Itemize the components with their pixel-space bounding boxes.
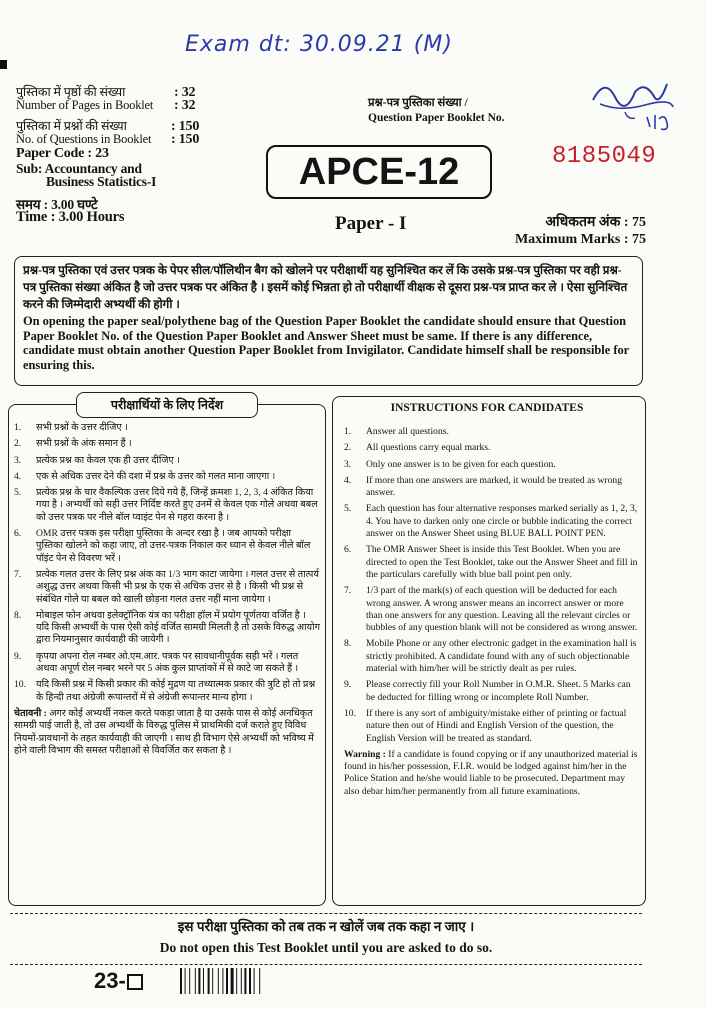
english-item xyxy=(344,475,642,500)
english-item-number: 5. xyxy=(344,503,352,515)
hindi-item xyxy=(14,438,320,450)
questions-label-hi: पुस्तिका में प्रश्नों की संख्या xyxy=(16,119,127,133)
time-en: Time : 3.00 Hours xyxy=(16,209,125,225)
hindi-instructions-list-wrap xyxy=(14,422,320,757)
english-item-number: 10. xyxy=(344,707,356,719)
hindi-item xyxy=(14,528,320,565)
english-item xyxy=(344,503,642,540)
hindi-warning-text: अगर कोई अभ्यर्थी नकल करते पकड़ा जाता है या उसके पास से कोई अनधिकृत सामग्री पाई जाती है, तो उस अभ्यर्थी के विरुद्ध पुलिस में प्राथमिकी दर्ज कराते हुए विविध नियमों-प्रावधानों के तहत कार्यवाही की जाएगी । साथ ही विभाग ऐसे अभ्यर्थी को भविष्य में होने वाली विभाग की समस्त परीक्षाओं से विवर्जित कर सकता है । xyxy=(14,707,314,756)
barcode-bar xyxy=(259,968,260,994)
seal-notice-hi: प्रश्न-पत्र पुस्तिका एवं उत्तर पत्रक के पेपर सील/पॉलिथीन बैग को खोलने पर परीक्षार्थी यह सुनिश्चित कर लें कि उसके प्रश्न-पत्र पुस्तिका पर वही प्रश्न-पत्र पुस्तिका संख्या अंकित है जो उत्तर पत्रक पर अंकित है । इसमें कोई भिन्नता हो तो परीक्षार्थी वीक्षक से दूसरा प्रश्न-पत्र प्राप्त कर ले । ऐसा सुनिश्चित करने की जिम्मेदारी अभ्यर्थी की होगी । xyxy=(23,263,628,311)
registration-mark xyxy=(0,60,7,69)
english-item-text: The OMR Answer Sheet is inside this Test Booklet. When you are directed to open the Test Booklet, take out the Answer Sheet and fill in the particulars carefully with blue ball point pen only. xyxy=(366,544,638,580)
english-item-text: Answer all questions. xyxy=(366,426,449,437)
english-item-text: Please correctly fill your Roll Number in O.M.R. Sheet. 5 Marks can be deducted for filling wrong or incomplete Roll Number. xyxy=(366,679,631,703)
barcode-bar xyxy=(218,968,219,994)
seal-notice-en: On opening the paper seal/polythene bag of the Question Paper Booklet the candidate should ensure that Question Paper Booklet No. of the Question Paper Booklet and Answer Sheet must be same. If there is any difference, candidate must obtain another Question Paper Booklet from Invigilator. Candidate himself shall be responsible for ensuring this. xyxy=(23,314,629,372)
english-item-text: Each question has four alternative responses marked serially as 1, 2, 3, 4. You have to darken only one circle or bubble indicating the correct answer on the Answer Sheet using BLUE BALL POINT PEN. xyxy=(366,503,638,540)
hindi-item-number: 6. xyxy=(14,528,22,540)
subject-line2: Business Statistics-I xyxy=(46,174,157,189)
seal-notice xyxy=(14,256,643,386)
questions-label-en: No. of Questions in Booklet xyxy=(16,132,152,146)
english-item-text: All questions carry equal marks. xyxy=(366,442,491,454)
english-warning-text: If a candidate is found copying or if any unauthorized material is found in his/her possession, F.I.R. would be lodged against him/her in the Police Station and he/she would liable to be prosecuted. Department may also debar him/her permanently from all future examinations. xyxy=(344,748,638,797)
pages-row-en xyxy=(16,99,246,112)
hindi-item-number: 3. xyxy=(14,454,22,466)
hindi-item-number: 5. xyxy=(14,487,22,499)
booklet-meta xyxy=(16,86,246,224)
hindi-item xyxy=(14,679,320,704)
hindi-item-number: 9. xyxy=(14,650,22,662)
english-instructions-title-text: INSTRUCTIONS FOR CANDIDATES xyxy=(390,402,584,414)
subject-line1: Sub: Accountancy and xyxy=(16,161,142,176)
english-item-number: 1. xyxy=(344,426,352,437)
hindi-item-text: मोबाइल फोन अथवा इलेक्ट्रॉनिक यंत्र का परीक्षा हॉल में प्रयोग पूर्णतया वर्जित है । यदि किसी अभ्यर्थी के पास ऐसी कोई वर्जित सामग्री मिलती है तो उसके विरुद्ध आयोग द्वारा नियमानुसार कार्यवाही की जायेगी । xyxy=(36,609,320,646)
hindi-item-text: प्रत्येक प्रश्न के चार वैकल्पिक उत्तर दिये गये हैं, जिन्हें क्रमशः 1, 2, 3, 4 अंकित किया गया है । अभ्यर्थी को सही उत्तर निर्दिष्ट करते हुए उनमें से केवल एक गोले अथवा बबल को उत्तर पत्रक पर नीले बॉल प्वाइंट पेन से गहरा करना है । xyxy=(36,487,318,523)
english-item-number: 6. xyxy=(344,544,352,556)
hindi-item xyxy=(14,569,320,606)
hindi-item-text: प्रत्येक प्रश्न का केवल एक ही उत्तर दीजिए । xyxy=(36,454,180,466)
pages-value-hi: : 32 xyxy=(174,85,196,100)
barcode-bar xyxy=(203,968,204,994)
signature-scribble xyxy=(585,72,685,152)
english-item-text: Only one answer is to be given for each question. xyxy=(366,458,556,470)
hindi-item-number: 8. xyxy=(14,609,22,621)
hindi-item-text: सभी प्रश्नों के उत्तर दीजिए । xyxy=(36,422,128,433)
english-item-number: 2. xyxy=(344,442,352,454)
hindi-instructions-list xyxy=(14,422,320,704)
hindi-item xyxy=(14,471,320,483)
barcode-bar xyxy=(180,968,182,994)
barcode-bar xyxy=(226,968,228,994)
english-item xyxy=(344,426,642,438)
english-item-number: 3. xyxy=(344,458,352,470)
handwritten-exam-date: Exam dt: 30.09.21 (M) xyxy=(185,32,453,57)
pages-value-en: : 32 xyxy=(174,98,196,113)
hindi-item xyxy=(14,610,320,647)
max-marks-hi: अधिकतम अंक : 75 xyxy=(545,215,646,230)
english-item-text: Mobile Phone or any other electronic gadget in the examination hall is strictly prohibited. A candidate found with any of such objectionable material with him/her will be strictly dealt as per rules. xyxy=(366,638,637,675)
paper-code: Paper Code : 23 xyxy=(16,146,109,161)
english-item xyxy=(344,708,642,745)
barcode-bar xyxy=(241,968,242,994)
paper-code-box-text: APCE-12 xyxy=(298,151,460,193)
english-item xyxy=(344,638,642,675)
barcode-bar xyxy=(236,968,237,994)
bottom-code xyxy=(94,968,143,994)
hindi-instructions-title-text: परीक्षार्थियों के लिए निर्देश xyxy=(110,398,224,412)
do-not-open-hi: इस परीक्षा पुस्तिका को तब तक न खोलें जब तक कहा न जाए । xyxy=(177,919,475,934)
do-not-open-footer xyxy=(10,913,642,965)
barcode-bar xyxy=(222,968,223,994)
booklet-no-label-hi: प्रश्न-पत्र पुस्तिका संख्या / xyxy=(368,97,468,109)
barcode-bar xyxy=(212,968,213,994)
english-warning xyxy=(344,749,642,798)
hindi-item xyxy=(14,455,320,467)
barcode-bar xyxy=(189,968,190,994)
hindi-item-text: OMR उत्तर पत्रक इस परीक्षा पुस्तिका के अन्दर रखा है । जब आपको परीक्षा पुस्तिका खोलने को कहा जाए, तो उत्तर-पत्रक निकाल कर ध्यान से केवल नीले बॉल पॉइंट पेन से विवरण भरें । xyxy=(36,528,311,564)
hindi-item-text: एक से अधिक उत्तर देने की दशा में प्रश्न के उत्तर को गलत माना जाएगा । xyxy=(36,470,276,482)
paper-code-box xyxy=(266,145,492,199)
hindi-warning-label: चेतावनी : xyxy=(14,707,47,719)
english-item-number: 4. xyxy=(344,474,352,486)
barcode-bar xyxy=(185,968,186,994)
hindi-item-text: कृपया अपना रोल नम्बर ओ.एम.आर. पत्रक पर सावधानीपूर्वक सही भरें । गलत अथवा अपूर्ण रोल नम्बर भरने पर 5 अंक कुल प्राप्तांकों में से काटे जा सकते हैं । xyxy=(36,650,299,675)
english-item-text: 1/3 part of the mark(s) of each question will be deducted for each wrong answer. A wrong answer means an incorrect answer or more than one answers for any question. Leaving all the relevant circles or bubbles of any question blank will not be considered as wrong answer. xyxy=(366,585,638,634)
english-item xyxy=(344,459,642,471)
english-instructions-list-wrap xyxy=(344,426,642,798)
english-item xyxy=(344,442,642,454)
square-box-icon xyxy=(127,974,143,990)
hindi-item-text: सभी प्रश्नों के अंक समान हैं । xyxy=(36,438,132,450)
english-item-number: 7. xyxy=(344,585,352,597)
bottom-code-text: 23- xyxy=(94,968,126,993)
questions-value-en: : 150 xyxy=(171,132,200,147)
barcode-bar xyxy=(254,968,255,994)
paper-number: Paper - I xyxy=(335,213,407,234)
hindi-item xyxy=(14,487,320,524)
barcode-bar xyxy=(244,968,246,994)
barcode-bar xyxy=(249,968,251,994)
questions-row-en xyxy=(16,133,246,146)
english-item xyxy=(344,679,642,704)
english-item-text: If more than one answers are marked, it would be treated as wrong answer. xyxy=(366,474,623,499)
hindi-item-number: 4. xyxy=(14,470,22,482)
booklet-no-label xyxy=(368,96,505,126)
booklet-no-label-en: Question Paper Booklet No. xyxy=(368,112,505,124)
hindi-item-number: 7. xyxy=(14,568,22,580)
hindi-item-number: 2. xyxy=(14,438,22,450)
english-item xyxy=(344,544,642,581)
english-item xyxy=(344,585,642,634)
pages-label-hi: पुस्तिका में पृष्ठों की संख्या xyxy=(16,85,126,99)
time-hi: समय : 3.00 घण्टे xyxy=(16,197,98,212)
barcode xyxy=(180,968,286,994)
hindi-warning xyxy=(14,708,320,757)
barcode-bar xyxy=(195,968,196,994)
hindi-instructions-title xyxy=(76,392,258,418)
hindi-item xyxy=(14,651,320,676)
hindi-item-text: यदि किसी प्रश्न में किसी प्रकार की कोई मुद्रण या तथ्यात्मक प्रकार की त्रुटि हो तो प्रश्न के हिन्दी तथा अंग्रेजी रूपान्तरों में से अंग्रेजी रूपान्तर मान्य होगा । xyxy=(36,679,316,703)
english-item-number: 8. xyxy=(344,638,352,650)
hindi-item xyxy=(14,422,320,434)
questions-value-hi: : 150 xyxy=(171,119,200,134)
hindi-item-number: 1. xyxy=(14,422,22,433)
max-marks xyxy=(515,214,646,248)
english-instructions-list xyxy=(344,426,642,745)
english-warning-label: Warning : xyxy=(344,748,386,760)
booklet-number: 8185049 xyxy=(552,143,657,170)
english-item-number: 9. xyxy=(344,679,352,691)
do-not-open-en: Do not open this Test Booklet until you are asked to do so. xyxy=(159,940,493,955)
english-instructions-title xyxy=(350,398,624,418)
barcode-bar xyxy=(231,968,234,994)
pages-label-en: Number of Pages in Booklet xyxy=(16,98,154,112)
english-item-text: If there is any sort of ambiguity/mistake either of printing or factual nature then out of Hindi and English Version of the question, the English Version will be treated as standard. xyxy=(366,707,627,744)
max-marks-en: Maximum Marks : 75 xyxy=(514,232,646,247)
hindi-item-number: 10. xyxy=(14,679,26,691)
hindi-item-text: प्रत्येक गलत उत्तर के लिए प्रश्न अंक का 1/3 भाग काटा जायेगा । गलत उत्तर से तात्पर्य अशुद्ध उत्तर अथवा किसी भी प्रश्न के एक से अधिक उत्तर से है । किसी भी प्रश्न से संबंधित गोले या बबल को खाली छोड़ना गलत उत्तर नहीं माना जायेगा । xyxy=(36,568,319,605)
barcode-bar xyxy=(208,968,210,994)
barcode-bar xyxy=(198,968,200,994)
